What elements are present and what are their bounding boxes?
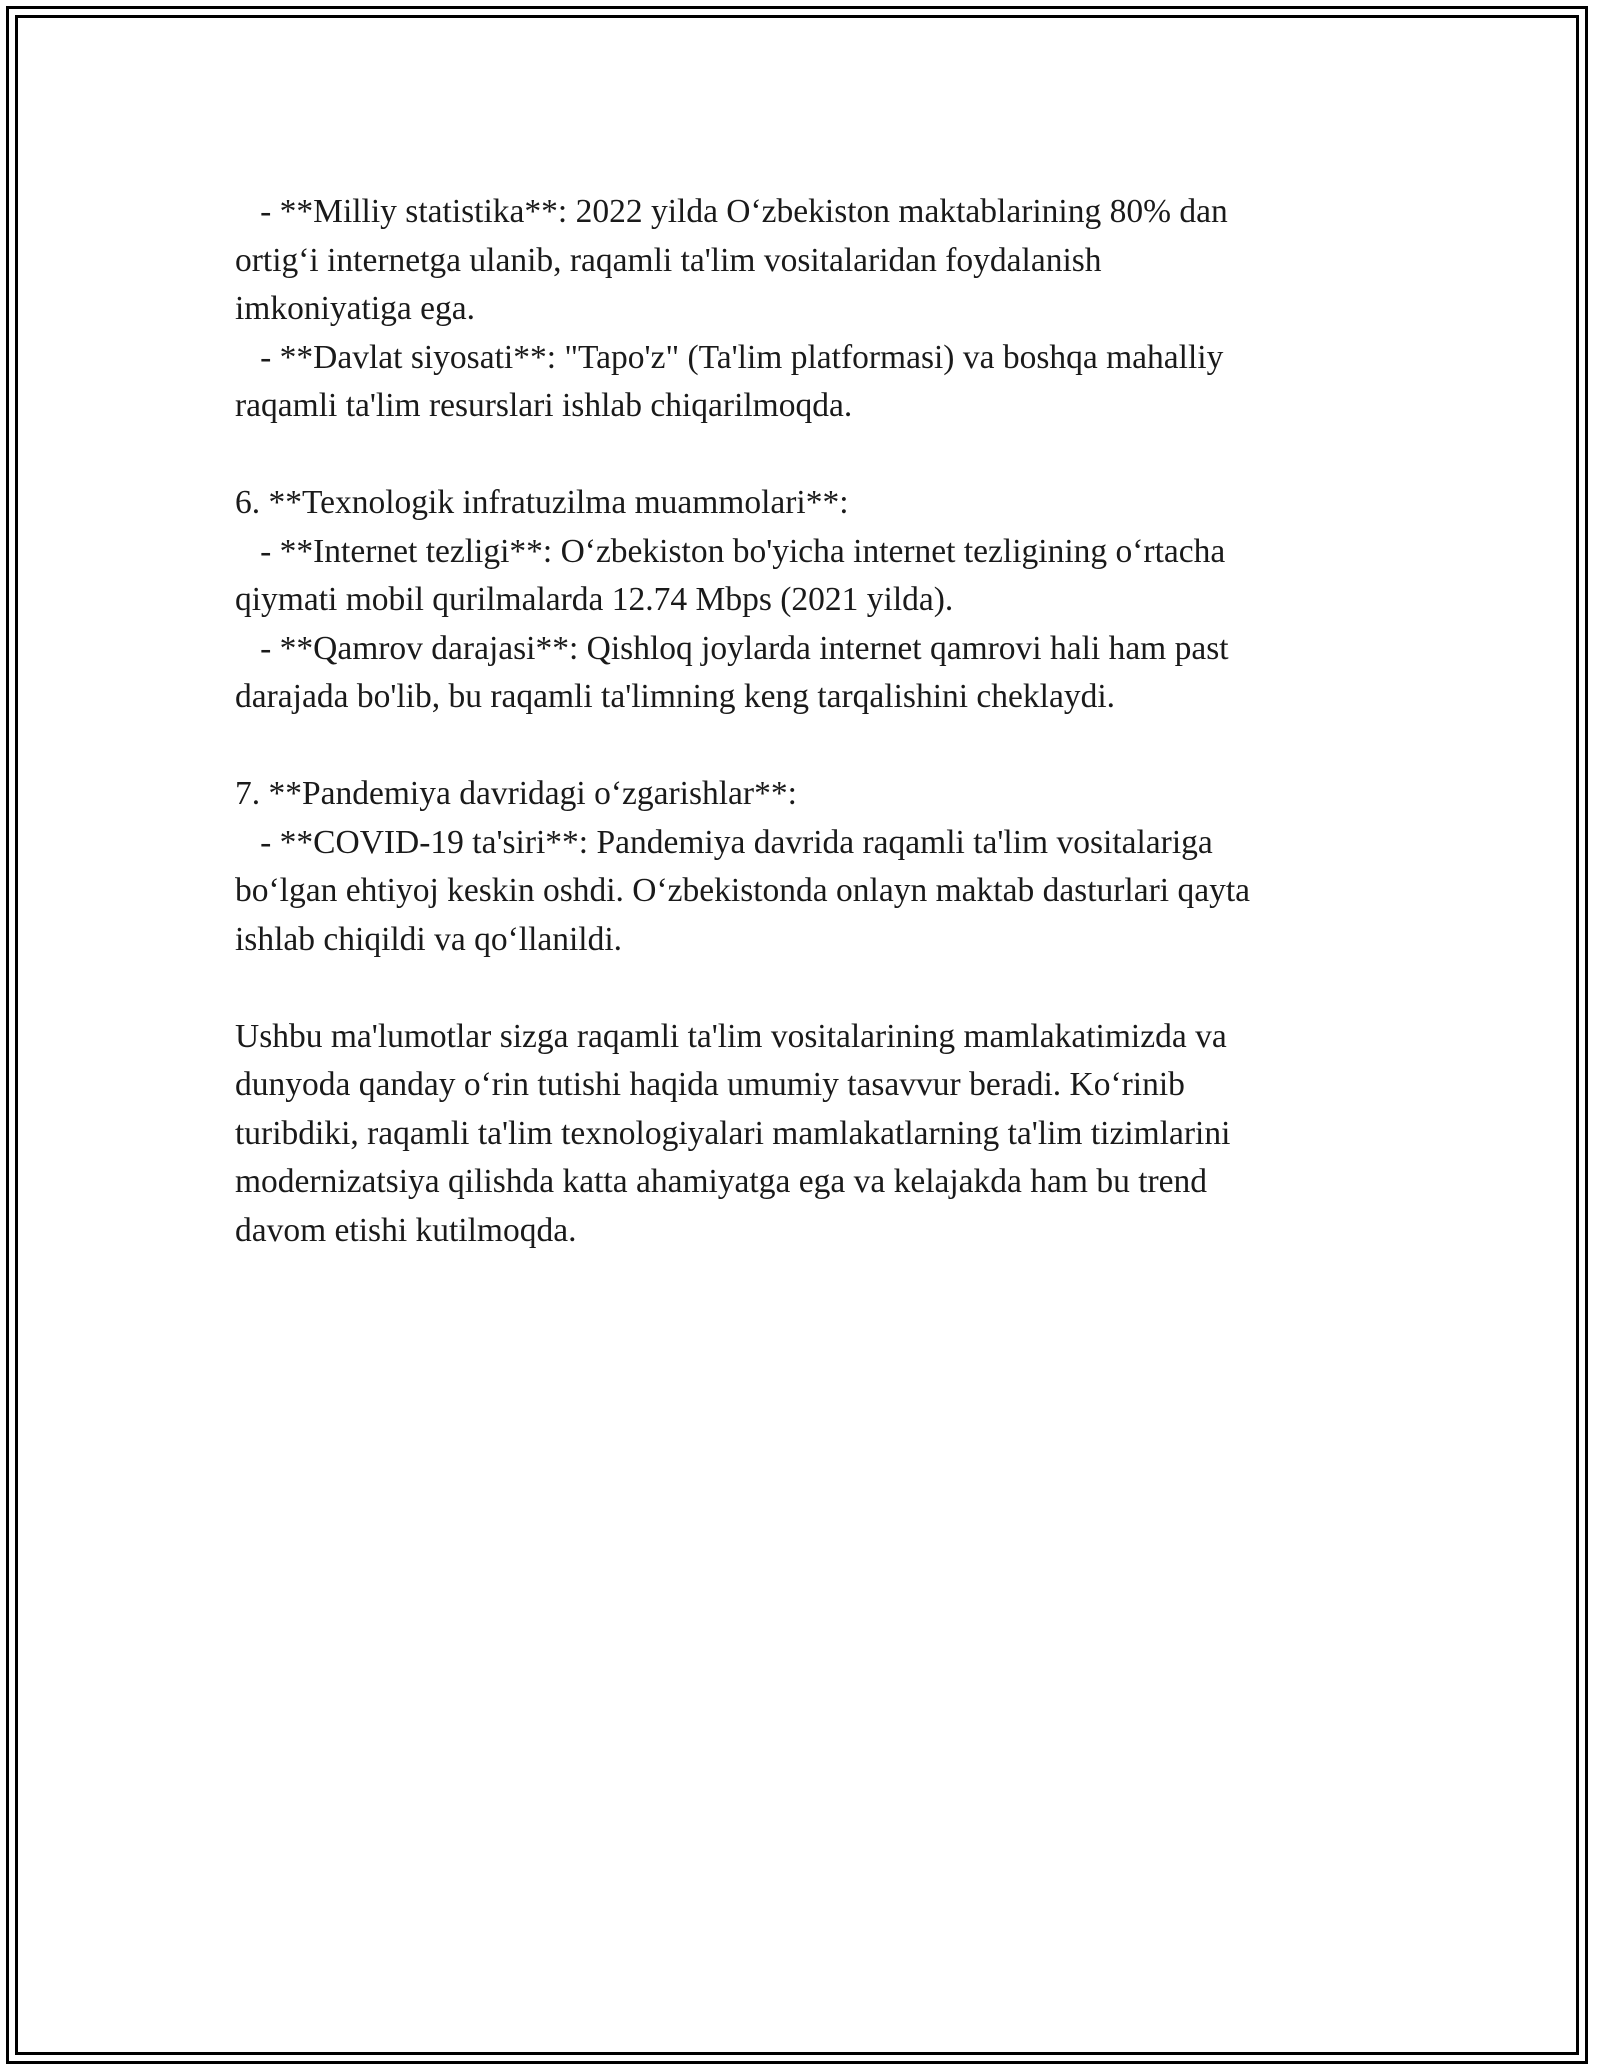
section-6-heading: [235, 479, 1365, 528]
document-body: [235, 188, 1365, 1255]
text-line: ortig‘i internetga ulanib, raqamli ta'lim vositalaridan foydalanish: [235, 241, 1102, 279]
internet-tezligi-item: [235, 528, 1365, 625]
text-line: modernizatsiya qilishda katta ahamiyatga ega va kelajakda ham bu trend: [235, 1163, 1208, 1200]
text-line: imkoniyatiga ega.: [235, 290, 476, 327]
text-line: qiymati mobil qurilmalarda 12.74 Mbps (2021 yilda).: [235, 581, 954, 618]
text-line: 6. **Texnologik infratuzilma muammolari**:: [235, 484, 849, 521]
covid-19-item: [235, 819, 1365, 965]
text-line: dunyoda qanday o‘rin tutishi haqida umumiy tasavvur beradi. Ko‘rinib: [235, 1066, 1185, 1103]
qamrov-darajasi-item: [235, 625, 1365, 722]
blank-line: [235, 722, 1365, 771]
text-line: davom etishi kutilmoqda.: [235, 1211, 577, 1249]
text-line: Ushbu ma'lumotlar sizga raqamli ta'lim vositalarining mamlakatimizda va: [235, 1017, 1227, 1055]
text-line: - **Internet tezligi**: O‘zbekiston bo'yicha internet tezligining o‘rtacha: [235, 532, 1226, 570]
text-line: - **COVID-19 ta'siri**: Pandemiya davrida raqamli ta'lim vositalariga: [235, 823, 1213, 861]
blank-line: [235, 964, 1365, 1013]
text-line: turibdiki, raqamli ta'lim texnologiyalari mamlakatlarning ta'lim tizimlarini: [235, 1114, 1231, 1152]
text-line: ishlab chiqildi va qo‘llanildi.: [235, 920, 623, 958]
davlat-siyosati-item: [235, 334, 1365, 431]
conclusion-paragraph: [235, 1013, 1365, 1256]
text-line: - **Qamrov darajasi**: Qishloq joylarda internet qamrovi hali ham past: [235, 629, 1229, 667]
text-line: - **Milliy statistika**: 2022 yilda O‘zbekiston maktablarining 80% dan: [235, 193, 1228, 230]
blank-line: [235, 431, 1365, 480]
text-line: darajada bo'lib, bu raqamli ta'limning keng tarqalishini cheklaydi.: [235, 678, 1116, 715]
text-line: 7. **Pandemiya davridagi o‘zgarishlar**:: [235, 775, 797, 812]
text-line: - **Davlat siyosati**: "Tapo'z" (Ta'lim platformasi) va boshqa mahalliy: [235, 338, 1224, 376]
section-7-heading: [235, 770, 1365, 819]
text-line: raqamli ta'lim resurslari ishlab chiqarilmoqda.: [235, 387, 853, 424]
milliy-statistika-item: [235, 188, 1365, 334]
text-line: bo‘lgan ehtiyoj keskin oshdi. O‘zbekistonda onlayn maktab dasturlari qayta: [235, 872, 1250, 909]
